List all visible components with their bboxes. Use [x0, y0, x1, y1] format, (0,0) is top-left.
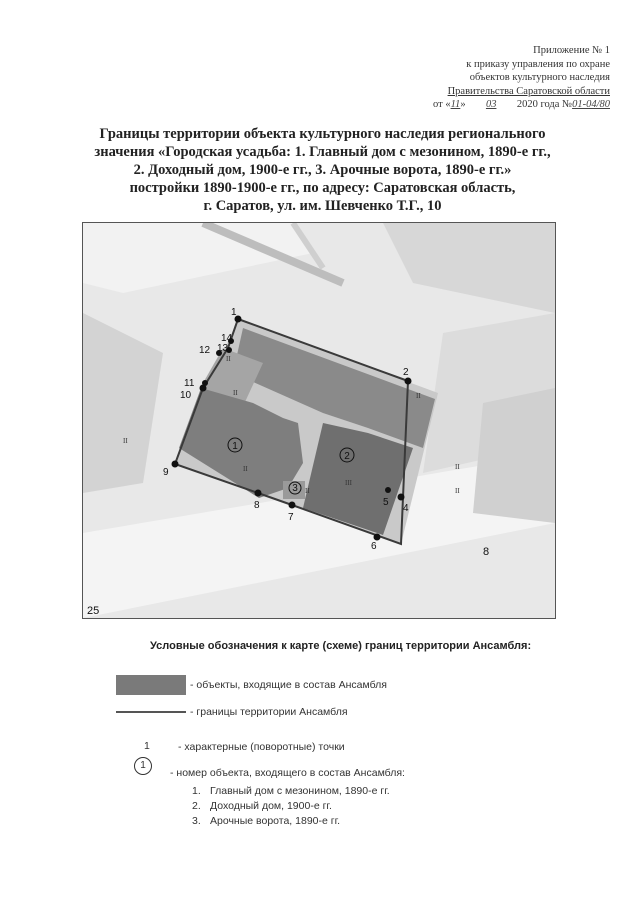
list-item	[192, 784, 390, 799]
legend-point-sample: 1	[144, 740, 150, 752]
list-item-number: 3.	[192, 815, 201, 827]
order-number: 01-04/80	[572, 99, 610, 110]
turning-point-6	[374, 534, 381, 541]
map-corner-label: 25	[87, 605, 100, 617]
legend-objects-text: - объекты, входящие в состав Ансамбля	[190, 679, 387, 691]
building-label: II	[455, 463, 460, 471]
list-item	[192, 799, 390, 814]
point-label-10: 10	[180, 390, 192, 401]
list-item-number: 1.	[192, 785, 201, 797]
legend-boundary-swatch	[116, 711, 186, 713]
point-label-8: 8	[254, 500, 260, 511]
appendix-line-3: объектов культурного наследия	[469, 72, 610, 83]
turning-point-4	[398, 494, 405, 501]
turning-point-5	[385, 487, 391, 493]
order-day: 11	[450, 99, 461, 110]
building-label: II	[305, 487, 310, 495]
point-label-1: 1	[231, 307, 237, 318]
document-title	[60, 125, 585, 215]
point-label-6: 6	[371, 541, 377, 552]
building-label: III	[345, 479, 352, 487]
legend-boundary-text: - границы территории Ансамбля	[190, 706, 348, 718]
legend-objects-swatch	[116, 675, 186, 695]
point-label-11: 11	[184, 378, 195, 389]
order-month: 03	[485, 99, 497, 110]
building-label: II	[243, 465, 248, 473]
list-item-number: 2.	[192, 800, 201, 812]
appendix-line-2: к приказу управления по охране	[466, 58, 610, 70]
turning-point-11	[202, 380, 208, 386]
building-label: II	[226, 355, 231, 363]
order-year: 2020 года №	[516, 99, 573, 110]
point-label-14: 14	[221, 333, 233, 344]
building-label: II	[233, 389, 238, 397]
turning-point-8	[255, 490, 262, 497]
building-label: II	[416, 392, 421, 400]
point-label-9: 9	[163, 467, 169, 478]
boundary-map	[82, 222, 556, 619]
list-item-text: Арочные ворота, 1890-е гг.	[210, 815, 341, 827]
legend-points-text: - характерные (поворотные) точки	[178, 741, 345, 753]
building-label: II	[123, 437, 128, 445]
object-number-2: 2	[344, 451, 350, 462]
object-number-1: 1	[232, 441, 238, 452]
appendix-line-1: Приложение № 1	[533, 45, 610, 56]
title-line-2: значения «Городская усадьба: 1. Главный дом с мезонином, 1890-е гг.,	[94, 144, 551, 160]
title-line-4: постройки 1890-1900-е гг., по адресу: Саратовская область,	[129, 180, 516, 196]
title-line-5: г. Саратов, ул. им. Шевченко Т.Г., 10	[203, 198, 442, 214]
appendix-line-4: Правительства Саратовской области	[447, 85, 610, 97]
list-item-text: Главный дом с мезонином, 1890-е гг.	[210, 785, 390, 797]
appendix-date-line	[380, 98, 610, 112]
object-number-3: 3	[292, 483, 298, 494]
parcel-far-right	[473, 388, 555, 523]
turning-point-2	[405, 378, 412, 385]
objects-list	[192, 784, 390, 829]
building-label: II	[455, 487, 460, 495]
title-line-1: Границы территории объекта культурного наследия регионального	[99, 126, 546, 142]
list-item-text: Доходный дом, 1900-е гг.	[210, 800, 332, 812]
turning-point-9	[172, 461, 179, 468]
area-label: 8	[483, 546, 490, 558]
point-label-2: 2	[403, 367, 409, 378]
point-label-5: 5	[383, 497, 389, 508]
map-drawing	[83, 223, 555, 618]
legend-circle-sample: 1	[134, 757, 152, 775]
point-label-4: 4	[403, 503, 409, 514]
point-label-7: 7	[288, 512, 294, 523]
appendix-header	[380, 44, 610, 112]
legend-title: Условные обозначения к карте (схеме) границ территории Ансамбля:	[150, 640, 532, 652]
legend-circle-text: - номер объекта, входящего в состав Ансамбля:	[170, 767, 405, 779]
date-suffix: »	[460, 99, 466, 110]
list-item	[192, 814, 390, 829]
title-line-3: 2. Доходный дом, 1900-е гг., 3. Арочные ворота, 1890-е гг.»	[133, 162, 512, 178]
point-label-13: 13	[217, 343, 229, 354]
turning-point-7	[289, 502, 296, 509]
date-prefix: от «	[433, 99, 451, 110]
point-label-12: 12	[199, 345, 211, 356]
